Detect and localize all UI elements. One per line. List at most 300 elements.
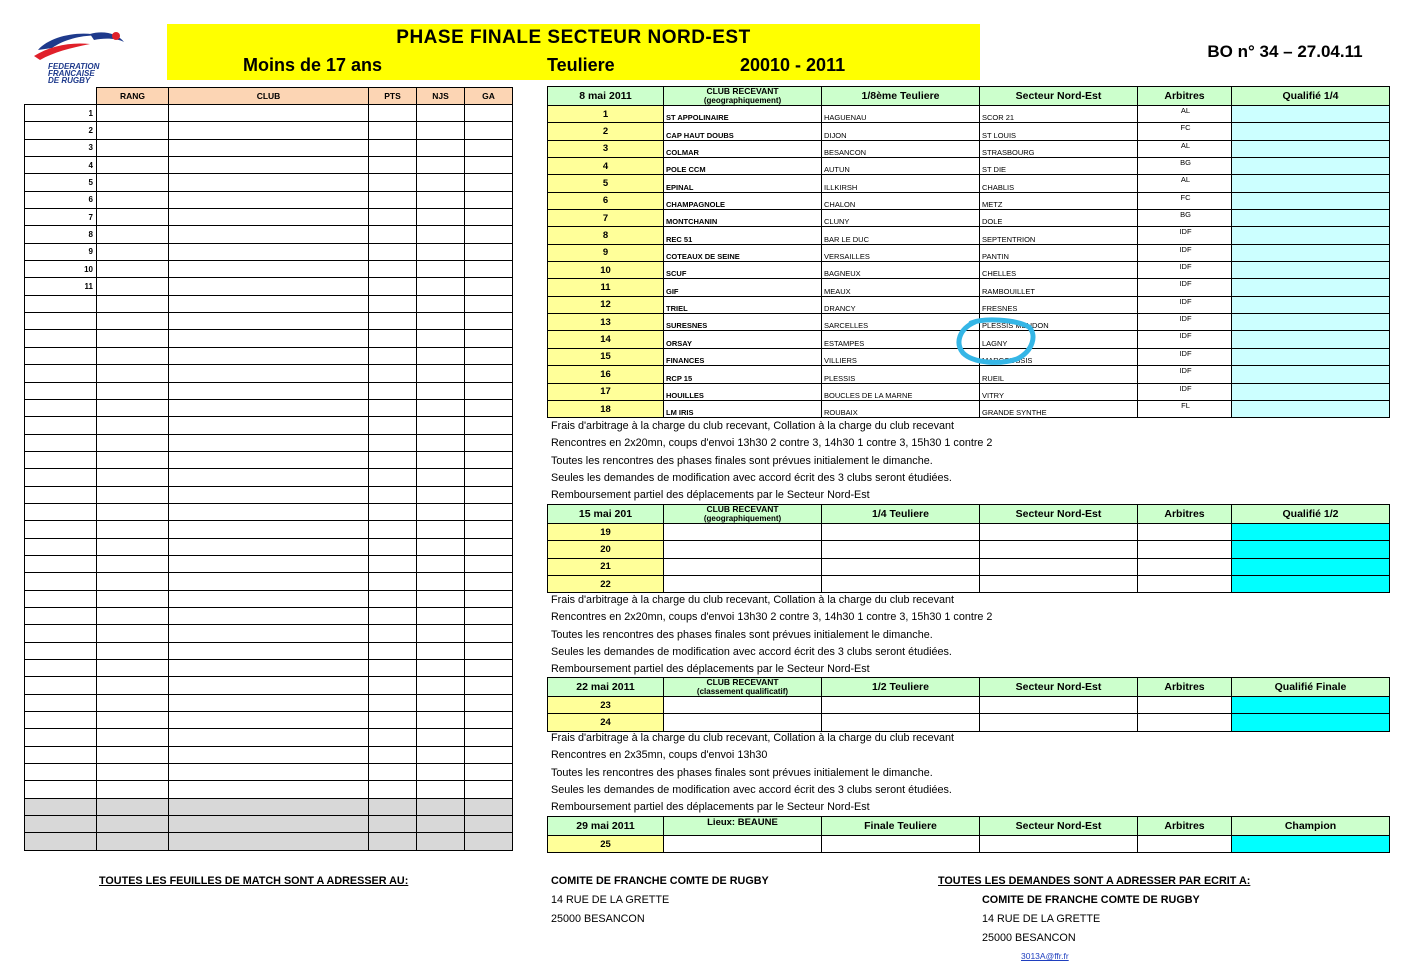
referee-code: [1138, 714, 1232, 731]
ranking-njs-cell: [417, 191, 465, 208]
semi-notes: [551, 730, 954, 816]
qualified-cell: [1232, 279, 1390, 296]
home-club: CAP HAUT DOUBS: [664, 123, 822, 140]
ranking-ga-cell: [465, 555, 513, 572]
match-number: 4: [548, 158, 664, 175]
final-champion: Champion: [1232, 817, 1390, 836]
club-3: STRASBOURG: [980, 140, 1138, 157]
ranking-ga-cell: [465, 278, 513, 295]
ranking-row: [25, 798, 513, 815]
sf-match-row: [548, 697, 1390, 714]
ranking-club-cell: [169, 607, 369, 624]
qualified-cell: [1232, 331, 1390, 348]
ranking-club-cell: [169, 833, 369, 850]
logo-rooster-crest: [112, 32, 120, 40]
ranking-row: [25, 139, 513, 156]
qualified-cell: [1232, 383, 1390, 400]
note-line: Seules les demandes de modification avec accord écrit des 3 clubs seront étudiées.: [551, 471, 952, 484]
quarter-header: [548, 505, 1390, 524]
match-number: 2: [548, 123, 664, 140]
ranking-pts-cell: [369, 382, 417, 399]
annotation-circle: [953, 317, 1037, 365]
referee-code: [1138, 524, 1232, 541]
r16-match-row: [548, 296, 1390, 313]
ranking-number: [25, 538, 97, 555]
r16-match-row: [548, 244, 1390, 261]
round-of-16-notes: [551, 418, 992, 504]
match-number: 5: [548, 175, 664, 192]
ranking-row: [25, 157, 513, 174]
club-3: MARCOUSSIS: [980, 348, 1138, 365]
home-club: TRIEL: [664, 296, 822, 313]
ranking-rang-cell: [97, 625, 169, 642]
sf-sector: Secteur Nord-Est: [980, 678, 1138, 697]
club-2: AUTUN: [822, 158, 980, 175]
ranking-number: [25, 434, 97, 451]
ranking-ga-cell: [465, 105, 513, 122]
r16-match-row: [548, 210, 1390, 227]
qf-match-row: [548, 576, 1390, 593]
ranking-number: [25, 660, 97, 677]
ranking-club-cell: [169, 122, 369, 139]
home-club: SCUF: [664, 262, 822, 279]
ranking-njs-cell: [417, 365, 465, 382]
ranking-rang-cell: [97, 677, 169, 694]
ranking-rang-cell: [97, 365, 169, 382]
note-line: Frais d'arbitrage à la charge du club recevant, Collation à la charge du club recevant: [551, 420, 954, 432]
email-link[interactable]: 3013A@ffr.fr: [1021, 951, 1069, 961]
ranking-number: 1: [25, 105, 97, 122]
ranking-ga-cell: [465, 764, 513, 781]
footer-right-heading: TOUTES LES DEMANDES SONT A ADRESSER PAR ECRIT A:: [938, 875, 1251, 887]
ranking-ga-cell: [465, 313, 513, 330]
club-3: SCOR 21: [980, 106, 1138, 123]
ranking-rang-cell: [97, 607, 169, 624]
qualified-cell: [1232, 106, 1390, 123]
ranking-club-cell: [169, 625, 369, 642]
ranking-pts-cell: [369, 746, 417, 763]
ranking-pts-cell: [369, 313, 417, 330]
ranking-ga-cell: [465, 399, 513, 416]
ranking-club-cell: [169, 417, 369, 434]
ranking-rang-cell: [97, 105, 169, 122]
ranking-club-cell: [169, 555, 369, 572]
referee-code: FC: [1138, 123, 1232, 140]
ranking-club-cell: [169, 451, 369, 468]
final-header: [548, 817, 1390, 836]
home-club: REC 51: [664, 227, 822, 244]
ranking-number: [25, 382, 97, 399]
ranking-njs-cell: [417, 382, 465, 399]
r16-match-row: [548, 383, 1390, 400]
referee-code: IDF: [1138, 296, 1232, 313]
ranking-rang-cell: [97, 798, 169, 815]
club-2: ROUBAIX: [822, 400, 980, 417]
ranking-club-cell: [169, 226, 369, 243]
ranking-ga-cell: [465, 694, 513, 711]
ranking-pts-cell: [369, 538, 417, 555]
r16-match-row: [548, 158, 1390, 175]
qualified-cell: [1232, 576, 1390, 593]
home-club: [664, 836, 822, 853]
referee-code: FL: [1138, 400, 1232, 417]
ranking-pts-cell: [369, 712, 417, 729]
ranking-club-cell: [169, 157, 369, 174]
ranking-header-njs: NJS: [417, 88, 465, 105]
ranking-club-cell: [169, 469, 369, 486]
qf-match-row: [548, 541, 1390, 558]
club-2: [822, 697, 980, 714]
club-3: [980, 714, 1138, 731]
qualified-cell: [1232, 123, 1390, 140]
ranking-number: [25, 781, 97, 798]
referee-code: IDF: [1138, 262, 1232, 279]
ranking-row: [25, 105, 513, 122]
ranking-ga-cell: [465, 538, 513, 555]
ranking-njs-cell: [417, 816, 465, 833]
ranking-pts-cell: [369, 816, 417, 833]
ranking-njs-cell: [417, 226, 465, 243]
ranking-rang-cell: [97, 764, 169, 781]
final-match-row: [548, 836, 1390, 853]
ranking-row: [25, 174, 513, 191]
ranking-rang-cell: [97, 417, 169, 434]
ranking-row: [25, 399, 513, 416]
club-2: BAGNEUX: [822, 262, 980, 279]
ranking-row: [25, 833, 513, 850]
club-2: [822, 541, 980, 558]
match-number: 13: [548, 314, 664, 331]
ranking-njs-cell: [417, 781, 465, 798]
ranking-pts-cell: [369, 261, 417, 278]
ranking-club-cell: [169, 677, 369, 694]
ranking-ga-cell: [465, 503, 513, 520]
ranking-number: [25, 590, 97, 607]
referee-code: AL: [1138, 106, 1232, 123]
qf-sector: Secteur Nord-Est: [980, 505, 1138, 524]
r16-match-row: [548, 279, 1390, 296]
sf-qualified: Qualifié Finale: [1232, 678, 1390, 697]
ranking-rang-cell: [97, 833, 169, 850]
referee-code: AL: [1138, 175, 1232, 192]
qualified-cell: [1232, 524, 1390, 541]
ranking-number: [25, 573, 97, 590]
ranking-njs-cell: [417, 573, 465, 590]
ranking-ga-cell: [465, 261, 513, 278]
ranking-row: [25, 486, 513, 503]
home-club: [664, 697, 822, 714]
sf-date: 22 mai 2011: [548, 678, 664, 697]
ffr-logo: [30, 28, 140, 84]
match-number: 9: [548, 244, 664, 261]
ranking-rang-cell: [97, 573, 169, 590]
ranking-row: [25, 434, 513, 451]
home-club: COTEAUX DE SEINE: [664, 244, 822, 261]
ranking-number: 2: [25, 122, 97, 139]
ranking-ga-cell: [465, 122, 513, 139]
ranking-pts-cell: [369, 781, 417, 798]
ranking-pts-cell: [369, 660, 417, 677]
club-2: PLESSIS: [822, 366, 980, 383]
club-3: [980, 576, 1138, 593]
ranking-rang-cell: [97, 642, 169, 659]
qualified-cell: [1232, 210, 1390, 227]
ranking-njs-cell: [417, 538, 465, 555]
qf-round: 1/4 Teuliere: [822, 505, 980, 524]
r16-club-header: [664, 87, 822, 106]
ranking-njs-cell: [417, 399, 465, 416]
ranking-row: [25, 816, 513, 833]
footer-left-org: COMITE DE FRANCHE COMTE DE RUGBY: [551, 875, 769, 887]
ranking-rang-cell: [97, 313, 169, 330]
match-number: 23: [548, 697, 664, 714]
semi-header: [548, 678, 1390, 697]
ranking-header-blank: [25, 88, 97, 105]
ranking-number: [25, 469, 97, 486]
referee-code: IDF: [1138, 366, 1232, 383]
ranking-njs-cell: [417, 174, 465, 191]
quarter-notes: [551, 592, 992, 678]
round-of-16-header: [548, 87, 1390, 106]
ranking-njs-cell: [417, 521, 465, 538]
home-club: SURESNES: [664, 314, 822, 331]
ranking-club-cell: [169, 642, 369, 659]
ranking-pts-cell: [369, 174, 417, 191]
club-3: VITRY: [980, 383, 1138, 400]
qualified-cell: [1232, 296, 1390, 313]
ranking-row: [25, 191, 513, 208]
r16-match-row: [548, 123, 1390, 140]
footer-right-street: 14 RUE DE LA GRETTE: [982, 913, 1101, 925]
match-number: 10: [548, 262, 664, 279]
referee-code: BG: [1138, 210, 1232, 227]
ranking-number: [25, 816, 97, 833]
club-2: BOUCLES DE LA MARNE: [822, 383, 980, 400]
ranking-njs-cell: [417, 278, 465, 295]
ranking-club-cell: [169, 261, 369, 278]
ranking-club-cell: [169, 798, 369, 815]
ranking-ga-cell: [465, 295, 513, 312]
referee-code: IDF: [1138, 227, 1232, 244]
ranking-ga-cell: [465, 573, 513, 590]
ranking-number: [25, 399, 97, 416]
ranking-njs-cell: [417, 451, 465, 468]
ranking-number: [25, 642, 97, 659]
match-number: 25: [548, 836, 664, 853]
ranking-ga-cell: [465, 191, 513, 208]
ranking-ga-cell: [465, 451, 513, 468]
qf-match-row: [548, 524, 1390, 541]
ranking-number: [25, 677, 97, 694]
ranking-number: 6: [25, 191, 97, 208]
ranking-pts-cell: [369, 677, 417, 694]
qualified-cell: [1232, 697, 1390, 714]
ranking-ga-cell: [465, 365, 513, 382]
note-line: Rencontres en 2x20mn, coups d'envoi 13h30 2 contre 3, 14h30 1 contre 3, 15h30 1 contre 2: [551, 611, 993, 624]
club-3: CHELLES: [980, 262, 1138, 279]
qualified-cell: [1232, 366, 1390, 383]
note-line: Rencontres en 2x20mn, coups d'envoi 13h30 2 contre 3, 14h30 1 contre 3, 15h30 1 contre 2: [551, 437, 993, 450]
ranking-njs-cell: [417, 122, 465, 139]
ranking-ga-cell: [465, 434, 513, 451]
ranking-club-cell: [169, 191, 369, 208]
ranking-row: [25, 660, 513, 677]
ranking-row: [25, 451, 513, 468]
qualified-cell: [1232, 262, 1390, 279]
ranking-row: [25, 295, 513, 312]
ranking-row: [25, 590, 513, 607]
ranking-njs-cell: [417, 243, 465, 260]
ranking-rang-cell: [97, 157, 169, 174]
final-table: [547, 816, 1390, 853]
ranking-club-cell: [169, 382, 369, 399]
ranking-pts-cell: [369, 833, 417, 850]
ranking-row: [25, 365, 513, 382]
ranking-club-cell: [169, 347, 369, 364]
ranking-number: 5: [25, 174, 97, 191]
ranking-njs-cell: [417, 417, 465, 434]
club-3: DOLE: [980, 210, 1138, 227]
ranking-row: [25, 226, 513, 243]
club-2: ESTAMPES: [822, 331, 980, 348]
ranking-row: [25, 243, 513, 260]
ranking-club-cell: [169, 174, 369, 191]
qualified-cell: [1232, 192, 1390, 209]
club-2: DRANCY: [822, 296, 980, 313]
ranking-ga-cell: [465, 347, 513, 364]
ranking-row: [25, 642, 513, 659]
ranking-number: [25, 417, 97, 434]
ranking-row: [25, 382, 513, 399]
home-club: CHAMPAGNOLE: [664, 192, 822, 209]
r16-qualified: Qualifié 1/4: [1232, 87, 1390, 106]
ranking-rang-cell: [97, 590, 169, 607]
ranking-number: [25, 764, 97, 781]
ranking-row: [25, 712, 513, 729]
match-number: 6: [548, 192, 664, 209]
ranking-pts-cell: [369, 451, 417, 468]
club-2: VERSAILLES: [822, 244, 980, 261]
club-3: CHABLIS: [980, 175, 1138, 192]
note-line: Frais d'arbitrage à la charge du club recevant, Collation à la charge du club recevant: [551, 594, 954, 606]
club-3: RAMBOUILLET: [980, 279, 1138, 296]
ranking-njs-cell: [417, 295, 465, 312]
ranking-rang-cell: [97, 712, 169, 729]
club-2: BESANCON: [822, 140, 980, 157]
ranking-club-cell: [169, 503, 369, 520]
ranking-row: [25, 313, 513, 330]
ranking-ga-cell: [465, 174, 513, 191]
match-number: 3: [548, 140, 664, 157]
club-3: [980, 541, 1138, 558]
ranking-rang-cell: [97, 347, 169, 364]
home-club: HOUILLES: [664, 383, 822, 400]
ranking-pts-cell: [369, 694, 417, 711]
logo-text-2: FRANCAISE: [48, 69, 95, 78]
ranking-row: [25, 729, 513, 746]
match-number: 21: [548, 558, 664, 575]
club-3: PANTIN: [980, 244, 1138, 261]
ranking-rang-cell: [97, 469, 169, 486]
r16-club-line2: (geographiquement): [703, 96, 782, 105]
match-number: 15: [548, 348, 664, 365]
match-number: 22: [548, 576, 664, 593]
r16-sector: Secteur Nord-Est: [980, 87, 1138, 106]
ranking-ga-cell: [465, 209, 513, 226]
r16-match-row: [548, 366, 1390, 383]
club-3: [980, 558, 1138, 575]
ranking-rang-cell: [97, 243, 169, 260]
ranking-number: 10: [25, 261, 97, 278]
club-2: [822, 576, 980, 593]
ranking-number: [25, 486, 97, 503]
note-line: Remboursement partiel des déplacements par le Secteur Nord-Est: [551, 663, 870, 676]
ranking-club-cell: [169, 486, 369, 503]
ranking-pts-cell: [369, 105, 417, 122]
home-club: [664, 714, 822, 731]
club-2: [822, 714, 980, 731]
referee-code: [1138, 836, 1232, 853]
qualified-cell: [1232, 314, 1390, 331]
referee-code: IDF: [1138, 383, 1232, 400]
ranking-njs-cell: [417, 642, 465, 659]
ranking-rang-cell: [97, 295, 169, 312]
bulletin-reference: BO n° 34 – 27.04.11: [1207, 42, 1363, 61]
ranking-ga-cell: [465, 833, 513, 850]
note-line: Toutes les rencontres des phases finales sont prévues initialement le dimanche.: [551, 454, 933, 467]
footer-left-city: 25000 BESANCON: [551, 913, 645, 925]
club-2: [822, 524, 980, 541]
ranking-number: [25, 694, 97, 711]
qualified-cell: [1232, 400, 1390, 417]
qf-club-line1: CLUB RECEVANT: [706, 504, 779, 514]
ranking-njs-cell: [417, 746, 465, 763]
ranking-pts-cell: [369, 417, 417, 434]
ranking-njs-cell: [417, 555, 465, 572]
ranking-club-cell: [169, 781, 369, 798]
ranking-pts-cell: [369, 209, 417, 226]
qualified-cell: [1232, 714, 1390, 731]
ranking-row: [25, 261, 513, 278]
home-club: FINANCES: [664, 348, 822, 365]
note-line: Toutes les rencontres des phases finales sont prévues initialement le dimanche.: [551, 628, 933, 641]
ranking-table: [24, 87, 513, 851]
ranking-number: [25, 746, 97, 763]
ranking-header-pts: PTS: [369, 88, 417, 105]
ranking-pts-cell: [369, 434, 417, 451]
home-club: POLE CCM: [664, 158, 822, 175]
r16-match-row: [548, 400, 1390, 417]
ranking-row: [25, 677, 513, 694]
club-2: MEAUX: [822, 279, 980, 296]
ranking-njs-cell: [417, 764, 465, 781]
ranking-club-cell: [169, 538, 369, 555]
ranking-ga-cell: [465, 660, 513, 677]
final-round: Finale Teuliere: [822, 817, 980, 836]
ranking-njs-cell: [417, 625, 465, 642]
ranking-pts-cell: [369, 469, 417, 486]
ranking-njs-cell: [417, 347, 465, 364]
logo-text-1: FEDERATION: [48, 62, 100, 71]
note-line: Frais d'arbitrage à la charge du club recevant, Collation à la charge du club recevant: [551, 732, 954, 744]
home-club: RCP 15: [664, 366, 822, 383]
club-3: GRANDE SYNTHE: [980, 400, 1138, 417]
ranking-number: [25, 712, 97, 729]
club-2: VILLIERS: [822, 348, 980, 365]
ranking-rang-cell: [97, 139, 169, 156]
club-3: LAGNY: [980, 331, 1138, 348]
ranking-number: 9: [25, 243, 97, 260]
